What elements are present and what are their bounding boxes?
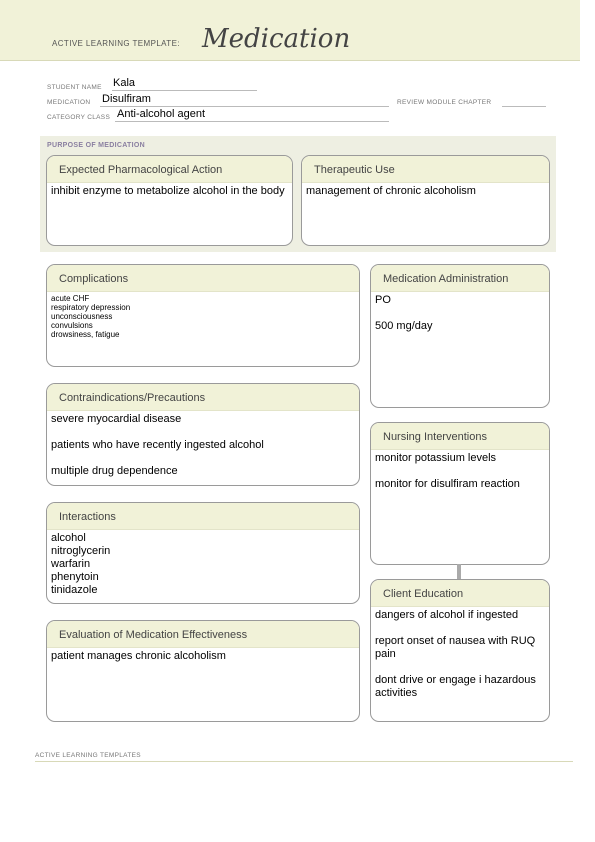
footer-line	[35, 761, 573, 762]
therapeutic-use-box	[301, 155, 550, 246]
education-item: dangers of alcohol if ingested	[375, 609, 519, 621]
interactions-label: Interactions	[47, 503, 359, 530]
student-name-label: STUDENT NAME	[47, 84, 102, 91]
interaction-item: warfarin	[51, 558, 91, 570]
category-class-value[interactable]: Anti-alcohol agent	[117, 108, 206, 120]
expected-action-text[interactable]: inhibit enzyme to metabolize alcohol in the body	[51, 185, 285, 197]
medication-administration-box	[370, 264, 550, 408]
contraindication-item: patients who have recently ingested alcohol	[51, 439, 264, 451]
expected-action-box	[46, 155, 293, 246]
nursing-interventions-box	[370, 422, 550, 565]
interaction-item: alcohol	[51, 532, 86, 544]
complications-box	[46, 264, 360, 367]
intervention-item: monitor potassium levels	[375, 452, 497, 464]
connector-bar	[457, 564, 461, 579]
interactions-text[interactable]	[47, 530, 359, 599]
medication-administration-label: Medication Administration	[371, 265, 549, 292]
nursing-interventions-label: Nursing Interventions	[371, 423, 549, 450]
evaluation-box	[46, 620, 360, 722]
complications-label: Complications	[47, 265, 359, 292]
contraindications-label: Contraindications/Precautions	[47, 384, 359, 411]
contraindications-text[interactable]	[47, 411, 359, 486]
category-class-label: CATEGORY CLASS	[47, 114, 111, 121]
complication-item: convulsions	[51, 321, 93, 330]
student-name-line	[112, 90, 257, 91]
complications-text[interactable]	[47, 292, 359, 341]
header-band	[0, 0, 580, 61]
contraindications-box	[46, 383, 360, 486]
intervention-item: monitor for disulfiram reaction	[375, 478, 520, 490]
evaluation-text[interactable]: patient manages chronic alcoholism	[51, 650, 226, 662]
administration-item: PO	[375, 294, 391, 306]
student-name-value[interactable]: Kala	[113, 77, 136, 89]
review-module-label: REVIEW MODULE CHAPTER	[397, 99, 492, 106]
template-label: ACTIVE LEARNING TEMPLATE:	[52, 39, 180, 48]
complication-item: acute CHF	[51, 294, 90, 303]
interaction-item: tinidazole	[51, 584, 98, 596]
evaluation-label: Evaluation of Medication Effectiveness	[47, 621, 359, 648]
client-education-text[interactable]	[371, 607, 549, 715]
contraindication-item: multiple drug dependence	[51, 465, 178, 477]
medication-administration-text[interactable]	[371, 292, 549, 348]
contraindication-item: severe myocardial disease	[51, 413, 182, 425]
therapeutic-use-text[interactable]: management of chronic alcoholism	[306, 185, 476, 197]
interaction-item: phenytoin	[51, 571, 99, 583]
administration-item: 500 mg/day	[375, 320, 433, 332]
client-education-box	[370, 579, 550, 722]
education-item: report onset of nausea with RUQ pain	[375, 635, 536, 660]
therapeutic-use-label: Therapeutic Use	[302, 156, 549, 183]
medication-label: MEDICATION	[47, 99, 91, 106]
medication-line	[100, 106, 389, 107]
category-class-line	[115, 121, 389, 122]
interactions-box	[46, 502, 360, 604]
interaction-item: nitroglycerin	[51, 545, 111, 557]
nursing-interventions-text[interactable]	[371, 450, 549, 506]
purpose-title: PURPOSE OF MEDICATION	[47, 142, 145, 149]
expected-action-label: Expected Pharmacological Action	[47, 156, 292, 183]
education-item: dont drive or engage i hazardous activities	[375, 674, 536, 699]
client-education-label: Client Education	[371, 580, 549, 607]
complication-item: respiratory depression	[51, 303, 131, 312]
page-title: Medication	[202, 24, 351, 54]
complication-item: unconsciousness	[51, 312, 113, 321]
footer-text: ACTIVE LEARNING TEMPLATES	[35, 752, 141, 759]
complication-item: drowsiness, fatigue	[51, 330, 120, 339]
medication-value[interactable]: Disulfiram	[102, 93, 151, 105]
review-module-line[interactable]	[502, 106, 546, 107]
